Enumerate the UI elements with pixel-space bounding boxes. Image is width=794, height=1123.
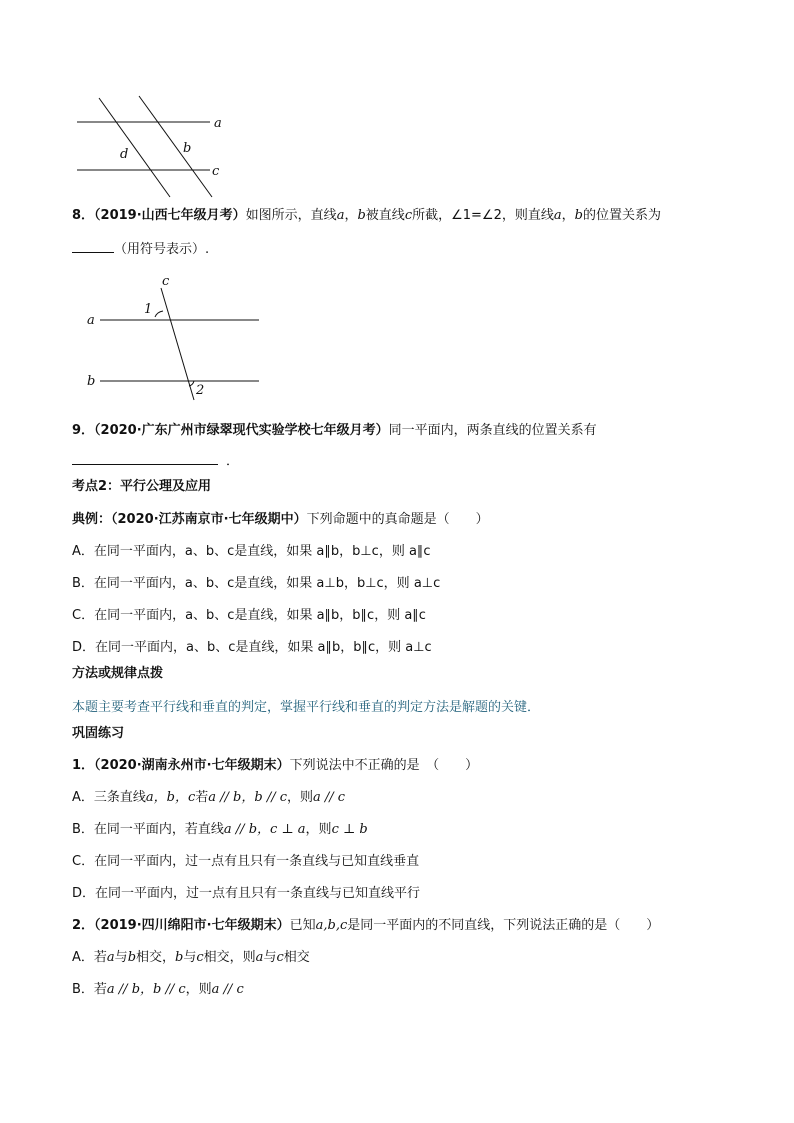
practice-q1-option-a: A．三条直线a，b，c若a // b，b // c，则a // c [72, 790, 346, 805]
question-number: 1． [72, 758, 95, 773]
practice-q1-option-b: B．在同一平面内，若直线a // b，c ⊥ a，则c ⊥ b [72, 822, 368, 837]
label-angle-2: 2 [196, 383, 205, 398]
example-option-b: B．在同一平面内，a、b、c是直线，如果 a⊥b，b⊥c，则 a⊥c [72, 576, 441, 591]
angle-1-arc [155, 311, 163, 317]
example-option-d: D．在同一平面内，a、b、c是直线，如果 a∥b，b∥c，则 a⊥c [72, 640, 432, 655]
example-option-a: A．在同一平面内，a、b、c是直线，如果 a∥b，b⊥c，则 a∥c [72, 544, 431, 559]
question-source: （2020·湖南永州市·七年级期末） [94, 758, 290, 773]
practice-q2: 2．（2019·四川绵阳市·七年级期末）已知a,b,c是同一平面内的不同直线，下列说法正确的是（ ） [72, 918, 660, 933]
question-9-line2: ． [72, 452, 239, 471]
label-c: c [212, 164, 220, 179]
label-d: d [120, 147, 129, 162]
example-option-c: C．在同一平面内，a、b、c是直线，如果 a∥b，b∥c，则 a∥c [72, 608, 426, 623]
example-question: 典例：（2020·江苏南京市·七年级期中）下列命题中的真命题是（ ） [72, 512, 489, 527]
angle-2-arc [189, 381, 194, 386]
label-a: a [87, 313, 95, 328]
practice-q2-option-a: A．若a与b相交，b与c相交，则a与c相交 [72, 950, 310, 965]
question-source: （2020·江苏南京市·七年级期中） [111, 512, 307, 527]
question-number: 9． [72, 423, 95, 438]
question-8-line1: 8．（2019·山西七年级月考）如图所示，直线a，b被直线c所截，∠1=∠2，则直线a，b的位置关系为 [72, 208, 661, 223]
section-title: 考点2：平行公理及应用 [72, 479, 212, 494]
method-title: 方法或规律点拨 [72, 666, 164, 681]
label-angle-1: 1 [144, 302, 153, 317]
method-text: 本题主要考查平行线和垂直的判定，掌握平行线和垂直的判定方法是解题的关键． [72, 700, 541, 715]
question-number: 2． [72, 918, 95, 933]
practice-title: 巩固练习 [72, 726, 125, 741]
question-source: （2020·广东广州市绿翠现代实验学校七年级月考） [94, 423, 389, 438]
answer-blank[interactable] [72, 452, 218, 465]
practice-q1-option-d: D．在同一平面内，过一点有且只有一条直线与已知直线平行 [72, 886, 421, 901]
label-a: a [214, 116, 222, 131]
practice-q2-option-b: B．若a // b，b // c，则a // c [72, 982, 244, 997]
label-c: c [162, 274, 170, 289]
question-number: 8． [72, 208, 95, 223]
question-8-line2: （用符号表示）. [72, 240, 209, 259]
question-source: （2019·山西七年级月考） [94, 208, 246, 223]
transversal-c [161, 288, 194, 400]
question-source: （2019·四川绵阳市·七年级期末） [94, 918, 290, 933]
question-9-line1: 9．（2020·广东广州市绿翠现代实验学校七年级月考）同一平面内，两条直线的位置关系有 [72, 423, 597, 438]
practice-q1-option-c: C．在同一平面内，过一点有且只有一条直线与已知直线垂直 [72, 854, 420, 869]
label-b: b [87, 374, 96, 389]
practice-q1: 1．（2020·湖南永州市·七年级期末）下列说法中不正确的是 （ ） [72, 758, 479, 773]
label-b: b [183, 141, 192, 156]
